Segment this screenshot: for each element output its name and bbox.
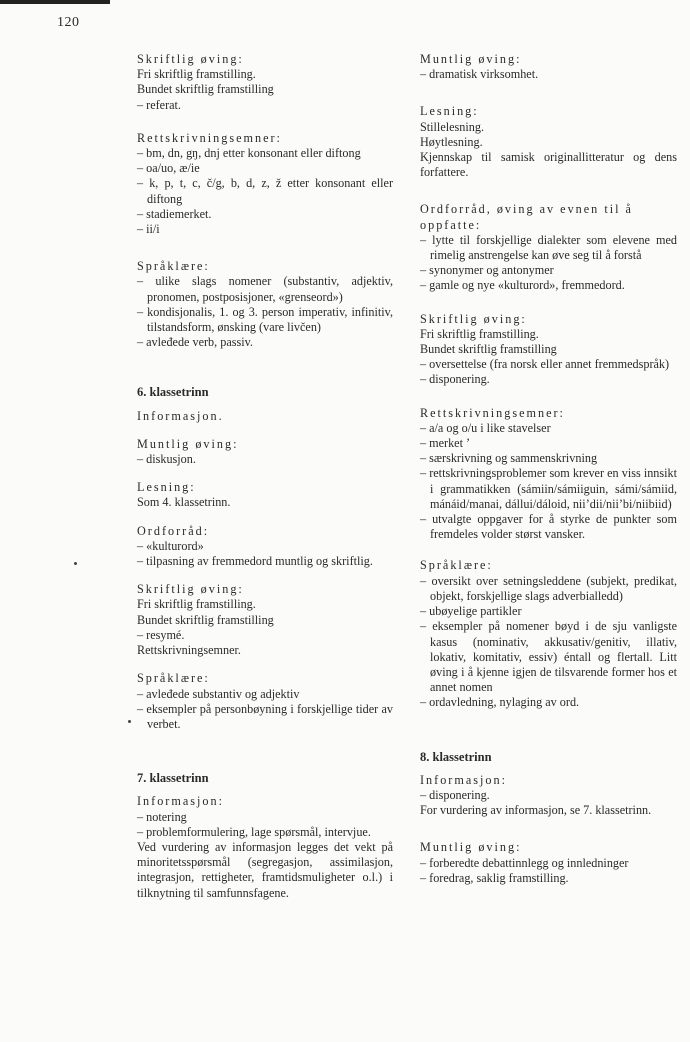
section-heading: Språklære: bbox=[137, 671, 210, 686]
text-line: Bundet skriftlig framstilling bbox=[137, 612, 274, 627]
grade-7-title: 7. klassetrinn bbox=[137, 771, 209, 786]
text-line: Høytlesning. bbox=[420, 134, 483, 149]
list-item: – dramatisk virksomhet. bbox=[420, 67, 539, 82]
list-item: – «kulturord» bbox=[137, 538, 204, 553]
scan-speck bbox=[128, 720, 131, 723]
list-item: – referat. bbox=[137, 97, 181, 112]
list-item: – bm, dn, gŋ, dnj etter konsonant eller diftong bbox=[137, 146, 361, 161]
list-item: – disponering. bbox=[420, 787, 490, 802]
text-line: Stillelesning. bbox=[420, 119, 484, 134]
list-item: – stadiemerket. bbox=[137, 206, 212, 221]
section-heading: Informasjon: bbox=[420, 772, 507, 787]
g7-informasjon bbox=[137, 794, 393, 900]
list-item: – eksempler på nomener bøyd i de sju vanligste kasus (nominativ, akkusativ/genitiv, illativ, lokativ, komitativ, essiv) éntall og flertall. Litt øving i å kjenne igjen de tilsvarende former hos et annet nomen bbox=[420, 619, 678, 695]
section-heading: Skriftlig øving: bbox=[137, 52, 244, 66]
section-heading: Lesning: bbox=[137, 480, 196, 495]
section-heading: Rettskrivningsemner: bbox=[420, 405, 565, 420]
section-heading: Ordforråd: bbox=[137, 523, 210, 538]
list-item: – oversikt over setningsleddene (subjekt, predikat, objekt, forskjellige slags adverbialledd) bbox=[420, 573, 677, 603]
list-item: – resymé. bbox=[137, 627, 185, 642]
top-edge-mark bbox=[0, 0, 110, 4]
text-line: Rettskrivningsemner. bbox=[137, 643, 241, 658]
list-item: – a/a og o/u i like stavelser bbox=[420, 420, 551, 435]
section-muntlig-oving bbox=[420, 52, 677, 82]
scan-speck bbox=[74, 562, 77, 565]
list-item: – rettskrivningsproblemer som krever en viss innsikt i grammatikken (sámiin/sámiiguin, sámi/sámiid, mánáid/manai, dállui/dáloid, nii’dii/nii’bi/niibiid) bbox=[420, 466, 678, 511]
g8-informasjon bbox=[420, 773, 677, 819]
list-item: – lytte til forskjellige dialekter som elevene med rimelig anstrengelse kan øve seg til å forstå bbox=[420, 232, 677, 263]
g6-lesning bbox=[137, 480, 393, 510]
list-item: – kondisjonalis, 1. og 3. person imperativ, infinitiv, tilstandsform, ønsking (vare livčen) bbox=[137, 304, 393, 335]
list-item: – notering bbox=[137, 809, 187, 824]
section-heading: Ordforråd, øving av evnen til å oppfatte: bbox=[420, 202, 633, 232]
left-column bbox=[137, 52, 393, 901]
g6-skriftlig bbox=[137, 582, 393, 658]
list-item: – eksempler på personbøyning i forskjellige tider av verbet. bbox=[137, 701, 393, 731]
right-column bbox=[420, 52, 677, 899]
list-item: – avleđede substantiv og adjektiv bbox=[137, 686, 300, 701]
section-heading: Språklære: bbox=[420, 558, 493, 573]
list-item: – ii/i bbox=[137, 222, 160, 237]
list-item: – oa/uo, æ/ie bbox=[137, 161, 200, 176]
list-item: – særskrivning og sammenskrivning bbox=[420, 451, 598, 466]
text-line: Bundet skriftlig framstilling bbox=[420, 342, 557, 357]
text-line: Bundet skriftlig framstilling bbox=[137, 82, 274, 97]
text-line: Fri skriftlig framstilling. bbox=[137, 67, 256, 82]
section-heading: Muntlig øving: bbox=[420, 52, 522, 66]
list-item: – tilpasning av fremmedord muntlig og skriftlig. bbox=[137, 554, 373, 569]
section-rettskrivningsemner bbox=[137, 131, 393, 237]
list-item: – utvalgte oppgaver for å styrke de punkter som fremdeles volder størst vansker. bbox=[420, 512, 677, 542]
list-item: – diskusjon. bbox=[137, 452, 196, 467]
text-line: Kjennskap til samisk originallitteratur og dens forfattere. bbox=[420, 150, 677, 180]
text-line: Som 4. klassetrinn. bbox=[137, 495, 231, 510]
list-item: – problemformulering, lage spørsmål, intervjue. bbox=[137, 824, 371, 839]
section-heading: Rettskrivningsemner: bbox=[137, 130, 282, 145]
section-ordforrad bbox=[420, 202, 677, 293]
section-heading: Skriftlig øving: bbox=[420, 311, 527, 326]
g6-muntlig bbox=[137, 437, 393, 467]
paragraph: Ved vurdering av informasjon legges det vekt på minoritetsspørsmål (segregasjon, assimilasjon, integrasjon, rettigheter, framtidsmuligheter o.l.) i tilknytning til samfunnsfagene. bbox=[137, 839, 393, 900]
g6-spraklaere bbox=[137, 671, 393, 732]
section-spraklaere-r bbox=[420, 558, 677, 710]
list-item: – avleđede verb, passiv. bbox=[137, 335, 253, 350]
g8-muntlig bbox=[420, 840, 677, 886]
grade-8-title: 8. klassetrinn bbox=[420, 749, 492, 764]
list-item: – disponering. bbox=[420, 372, 490, 387]
list-item: – ordavledning, nylaging av ord. bbox=[420, 695, 580, 710]
section-heading: Informasjon: bbox=[137, 794, 224, 809]
text-line: For vurdering av informasjon, se 7. klassetrinn. bbox=[420, 803, 652, 818]
list-item: – k, p, t, c, č/g, b, d, z, ž etter konsonant eller diftong bbox=[137, 176, 394, 206]
list-item: – oversettelse (fra norsk eller annet fremmedspråk) bbox=[420, 357, 670, 372]
list-item: – synonymer og antonymer bbox=[420, 263, 554, 278]
section-lesning bbox=[420, 104, 677, 180]
list-item: – gamle og nye «kulturord», fremmedord. bbox=[420, 278, 625, 293]
section-skriftlig-oving-r bbox=[420, 312, 677, 388]
g6-ordforrad bbox=[137, 524, 393, 570]
list-item: – merket ’ bbox=[420, 436, 471, 451]
g6-informasjon bbox=[137, 409, 393, 424]
list-item: – ubøyelige partikler bbox=[420, 604, 522, 619]
grade-6-title: 6. klassetrinn bbox=[137, 385, 209, 400]
section-heading: Muntlig øving: bbox=[420, 840, 522, 855]
section-heading: Muntlig øving: bbox=[137, 436, 239, 451]
section-rettskrivningsemner-r bbox=[420, 406, 677, 543]
section-heading: Språklære: bbox=[137, 259, 210, 274]
section-spraklaere bbox=[137, 259, 393, 350]
section-skriftlig-oving bbox=[137, 52, 393, 113]
section-heading: Lesning: bbox=[420, 104, 479, 119]
list-item: – ulike slags nomener (substantiv, adjektiv, pronomen, postposisjoner, «grenseord») bbox=[137, 274, 394, 304]
list-item: – forberedte debattinnlegg og innledninger bbox=[420, 855, 629, 870]
section-heading: Informasjon. bbox=[137, 408, 224, 423]
text-line: Fri skriftlig framstilling. bbox=[420, 326, 539, 341]
page-number: 120 bbox=[57, 15, 80, 30]
list-item: – foredrag, saklig framstilling. bbox=[420, 870, 569, 885]
section-heading: Skriftlig øving: bbox=[137, 582, 244, 597]
text-line: Fri skriftlig framstilling. bbox=[137, 597, 256, 612]
